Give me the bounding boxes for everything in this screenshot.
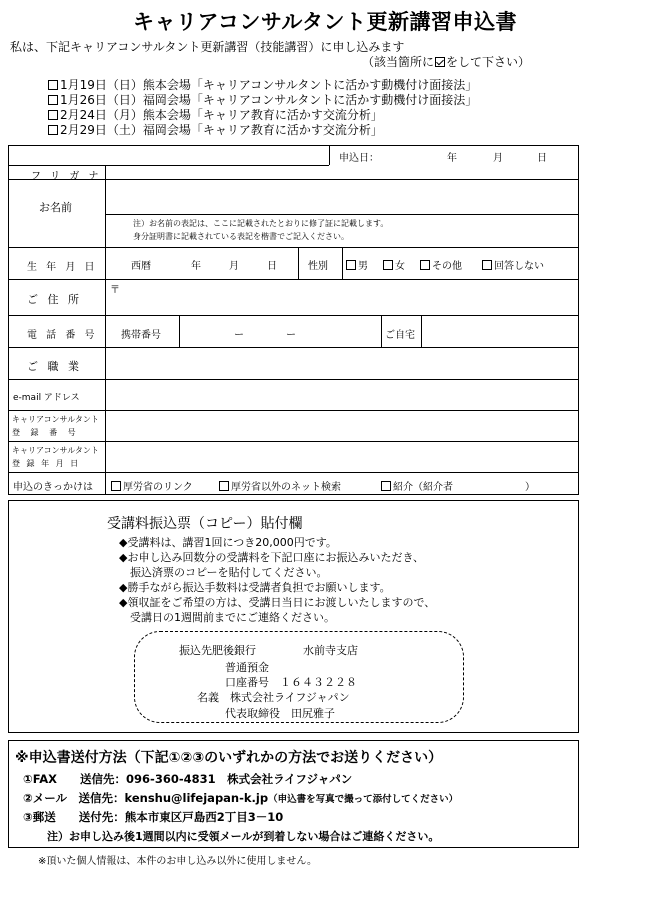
furigana-field[interactable] xyxy=(106,166,578,178)
trigger-close-paren: ） xyxy=(525,482,535,493)
gender-male[interactable] xyxy=(346,257,368,272)
furigana-label: フ リ ガ ナ xyxy=(31,171,102,182)
checkbox-icon[interactable] xyxy=(48,80,58,90)
intro-instruction-b: をして下さい） xyxy=(446,55,531,69)
session-option[interactable] xyxy=(48,123,477,138)
payment-slip-area xyxy=(8,500,579,733)
mobile-label: 携帯番号 xyxy=(121,330,161,341)
gender-female-label: 女 xyxy=(395,261,405,272)
checkbox-icon[interactable] xyxy=(219,481,229,491)
date-year: 年 xyxy=(447,153,457,164)
gender-male-label: 男 xyxy=(358,261,368,272)
trigger-option-label: 厚労省のリンク xyxy=(123,482,193,493)
send-mail xyxy=(23,790,458,806)
checkbox-icon[interactable] xyxy=(482,260,492,270)
checkbox-icon[interactable] xyxy=(420,260,430,270)
bank-name: 振込先肥後銀行 xyxy=(179,644,256,657)
address-field[interactable] xyxy=(106,280,578,314)
send-method-box xyxy=(8,740,579,848)
session-label: 2月29日（土）福岡会場「キャリア教育に活かす交流分析」 xyxy=(60,123,383,137)
send-note: 注）お申し込み後1週間以内に受領メールが到着しない場合はご連絡ください。 xyxy=(47,830,440,843)
gender-no-answer-label: 回答しない xyxy=(494,261,544,272)
date-label: 申込日： xyxy=(339,153,379,164)
session-option[interactable] xyxy=(48,78,477,93)
trigger-option-label: 紹介（紹介者 xyxy=(393,482,453,493)
send-fax: ①FAX 送信先：096-360-4831 株式会社ライフジャパン xyxy=(23,772,353,786)
checkbox-icon[interactable] xyxy=(48,95,58,105)
session-option[interactable] xyxy=(48,93,477,108)
birthdate-label: 生 年 月 日 xyxy=(27,262,98,273)
bank-branch: 水前寺支店 xyxy=(303,644,358,657)
home-phone-field[interactable] xyxy=(422,316,578,346)
session-label: 1月26日（日）福岡会場「キャリアコンサルタントに活かす動機付け面接法」 xyxy=(60,93,478,107)
session-list xyxy=(48,78,477,138)
reg-number-label-2: 登 録 番 号 xyxy=(12,428,80,437)
account-holder: 名義 株式会社ライフジャパン xyxy=(197,691,350,704)
mobile-field[interactable] xyxy=(180,316,380,346)
trigger-label: 申込のきっかけは xyxy=(13,482,93,493)
reg-date-label-2: 登 録 年 月 日 xyxy=(12,459,81,468)
checkbox-icon[interactable] xyxy=(381,481,391,491)
postal-mark: 〒 xyxy=(110,285,120,296)
trigger-referral[interactable] xyxy=(381,478,453,493)
address-label: ご 住 所 xyxy=(27,293,82,306)
gender-other-label: その他 xyxy=(432,261,462,272)
intro-instruction xyxy=(362,53,530,70)
send-post: ③郵送 送付先：熊本市東区戸島西2丁目3－10 xyxy=(23,810,284,824)
payment-title: 受講料振込票（コピー）貼付欄 xyxy=(107,516,303,532)
session-option[interactable] xyxy=(48,108,477,123)
account-number: 口座番号 １６４３２２８ xyxy=(225,676,357,689)
home-phone-label: ご自宅 xyxy=(385,330,415,341)
reg-number-field[interactable] xyxy=(106,411,578,440)
session-label: 1月19日（日）熊本会場「キャリアコンサルタントに活かす動機付け面接法」 xyxy=(60,78,478,92)
payment-note: 受講日の1週間前までにご連絡ください。 xyxy=(119,611,335,624)
payment-note: ◆領収証をご希望の方は、受講日当日にお渡しいたしますので、 xyxy=(119,596,436,609)
trigger-mhlw-link[interactable] xyxy=(111,478,193,493)
phone-label: 電 話 番 号 xyxy=(27,330,98,341)
payment-note: 振込済票のコピーを貼付してください。 xyxy=(119,566,328,579)
gender-other[interactable] xyxy=(420,257,462,272)
intro-instruction-a: （該当箇所に xyxy=(362,55,435,69)
name-field[interactable] xyxy=(106,180,578,213)
name-label: お名前 xyxy=(39,201,72,214)
checkbox-icon[interactable] xyxy=(111,481,121,491)
gender-no-answer[interactable] xyxy=(482,257,544,272)
date-day: 日 xyxy=(537,153,547,164)
checkbox-icon[interactable] xyxy=(346,260,356,270)
checkbox-icon[interactable] xyxy=(48,110,58,120)
job-label: ご 職 業 xyxy=(27,360,82,373)
send-mail-address: ②メール 送信先：kenshu@lifejapan-k.jp xyxy=(23,791,269,805)
payment-note: ◆お申し込み回数分の受講料を下記口座にお振込みいただき、 xyxy=(119,551,425,564)
send-title: ※申込書送付方法（下記①②③のいずれかの方法でお送りください） xyxy=(15,750,443,766)
trigger-web-search[interactable] xyxy=(219,478,341,493)
payment-notes xyxy=(119,535,435,625)
email-label: e-mail アドレス xyxy=(13,393,80,403)
email-field[interactable] xyxy=(106,380,578,409)
seireki-label: 西暦 xyxy=(131,261,151,272)
reg-date-label-1: キャリアコンサルタント xyxy=(12,446,99,455)
bank-info-box xyxy=(134,631,464,723)
privacy-note: ※頂いた個人情報は、本件のお申し込み以外に使用しません。 xyxy=(38,856,317,867)
phone-dash-1: ー xyxy=(234,330,244,341)
checkbox-icon[interactable] xyxy=(48,125,58,135)
account-type: 普通預金 xyxy=(225,661,269,674)
trigger-option-label: 厚労省以外のネット検索 xyxy=(231,482,341,493)
checkbox-icon[interactable] xyxy=(383,260,393,270)
intro-text: 私は、下記キャリアコンサルタント更新講習（技能講習）に申し込みます xyxy=(10,40,405,54)
birth-month: 月 xyxy=(229,261,239,272)
payment-note: ◆受講料は、講習1回につき20,000円です。 xyxy=(119,536,337,549)
reg-number-label-1: キャリアコンサルタント xyxy=(12,415,99,424)
representative: 代表取締役 田尻雅子 xyxy=(225,707,335,720)
page-title: キャリアコンサルタント更新講習申込書 xyxy=(132,10,518,34)
job-field[interactable] xyxy=(106,348,578,378)
gender-label: 性別 xyxy=(308,261,328,272)
send-mail-note: （申込書を写真で撮って添付してください） xyxy=(268,794,459,805)
date-month: 月 xyxy=(493,153,503,164)
application-form xyxy=(8,145,579,495)
name-note-1: 注）お名前の表記は、ここに記載されたとおりに修了証に記載します。 xyxy=(133,219,389,228)
payment-note: ◆勝手ながら振込手数料は受講者負担でお願いします。 xyxy=(119,581,391,594)
session-label: 2月24日（月）熊本会場「キャリア教育に活かす交流分析」 xyxy=(60,108,383,122)
birth-year: 年 xyxy=(191,261,201,272)
name-note-2: 身分証明書に記載されている表記を楷書でご記入ください。 xyxy=(133,232,349,241)
birth-day: 日 xyxy=(267,261,277,272)
gender-female[interactable] xyxy=(383,257,405,272)
checked-box-icon xyxy=(435,57,445,67)
reg-date-field[interactable] xyxy=(106,442,578,471)
phone-dash-2: ー xyxy=(286,330,296,341)
